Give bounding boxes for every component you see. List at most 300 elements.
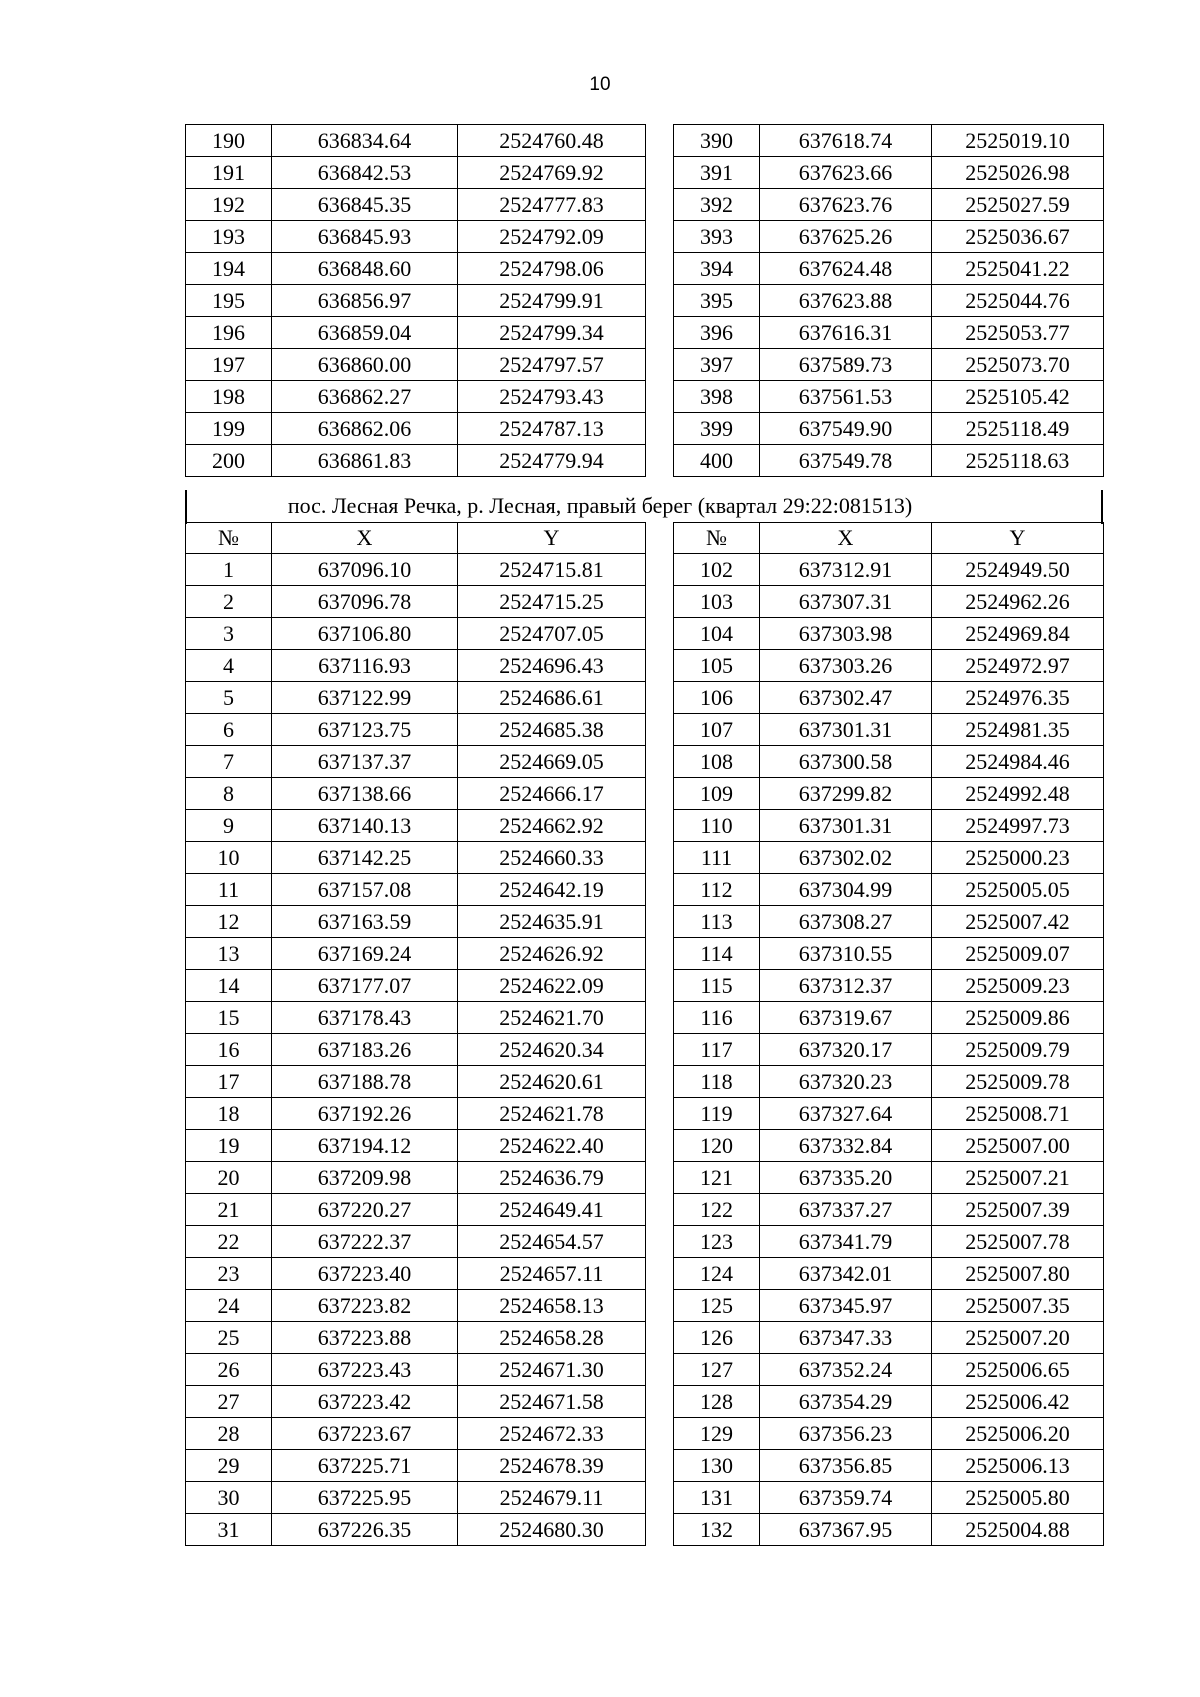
cell-num: 102 xyxy=(674,554,760,586)
table-row xyxy=(674,1354,1104,1386)
cell-x: 637319.67 xyxy=(760,1002,932,1034)
table-row xyxy=(186,1290,646,1322)
table-row xyxy=(674,253,1104,285)
cell-y: 2524658.13 xyxy=(458,1290,646,1322)
cell-x: 636845.35 xyxy=(272,189,458,221)
cell-y: 2525004.88 xyxy=(932,1514,1104,1546)
cell-num: 398 xyxy=(674,381,760,413)
table-row xyxy=(186,1226,646,1258)
cell-x: 637618.74 xyxy=(760,125,932,157)
cell-num: 25 xyxy=(186,1322,272,1354)
frame-right-border xyxy=(1101,490,1103,524)
table-row xyxy=(674,285,1104,317)
cell-y: 2525007.35 xyxy=(932,1290,1104,1322)
cell-num: 129 xyxy=(674,1418,760,1450)
cell-num: 111 xyxy=(674,842,760,874)
cell-num: 127 xyxy=(674,1354,760,1386)
table-row xyxy=(186,1418,646,1450)
cell-x: 637223.82 xyxy=(272,1290,458,1322)
cell-x: 637307.31 xyxy=(760,586,932,618)
table-row xyxy=(186,221,646,253)
cell-x: 636862.06 xyxy=(272,413,458,445)
table-row xyxy=(186,1194,646,1226)
cell-y: 2525036.67 xyxy=(932,221,1104,253)
cell-num: 103 xyxy=(674,586,760,618)
table-row xyxy=(674,778,1104,810)
cell-num: 29 xyxy=(186,1450,272,1482)
cell-num: 199 xyxy=(186,413,272,445)
cell-y: 2525006.20 xyxy=(932,1418,1104,1450)
cell-x: 637123.75 xyxy=(272,714,458,746)
cell-y: 2524666.17 xyxy=(458,778,646,810)
cell-y: 2524962.26 xyxy=(932,586,1104,618)
table-row xyxy=(186,618,646,650)
table-row xyxy=(186,285,646,317)
cell-y: 2525019.10 xyxy=(932,125,1104,157)
table-row xyxy=(186,1034,646,1066)
cell-x: 636862.27 xyxy=(272,381,458,413)
cell-num: 30 xyxy=(186,1482,272,1514)
cell-x: 637137.37 xyxy=(272,746,458,778)
table-row xyxy=(674,746,1104,778)
cell-x: 637226.35 xyxy=(272,1514,458,1546)
cell-num: 126 xyxy=(674,1322,760,1354)
table-header-row xyxy=(674,523,1104,554)
table-row xyxy=(186,1002,646,1034)
cell-x: 637345.97 xyxy=(760,1290,932,1322)
cell-x: 637312.37 xyxy=(760,970,932,1002)
cell-num: 26 xyxy=(186,1354,272,1386)
cell-x: 637341.79 xyxy=(760,1226,932,1258)
table-row xyxy=(186,125,646,157)
cell-x: 637310.55 xyxy=(760,938,932,970)
table-row xyxy=(674,874,1104,906)
cell-y: 2525009.78 xyxy=(932,1066,1104,1098)
cell-x: 637308.27 xyxy=(760,906,932,938)
cell-num: 112 xyxy=(674,874,760,906)
cell-num: 31 xyxy=(186,1514,272,1546)
cell-x: 637223.43 xyxy=(272,1354,458,1386)
cell-y: 2525000.23 xyxy=(932,842,1104,874)
cell-y: 2525009.79 xyxy=(932,1034,1104,1066)
cell-num: 15 xyxy=(186,1002,272,1034)
header-num: № xyxy=(674,523,760,554)
cell-x: 637225.71 xyxy=(272,1450,458,1482)
cell-num: 400 xyxy=(674,445,760,477)
cell-x: 637122.99 xyxy=(272,682,458,714)
cell-x: 637356.23 xyxy=(760,1418,932,1450)
cell-y: 2525007.39 xyxy=(932,1194,1104,1226)
cell-num: 28 xyxy=(186,1418,272,1450)
cell-x: 637192.26 xyxy=(272,1098,458,1130)
cell-y: 2525118.63 xyxy=(932,445,1104,477)
cell-y: 2525006.13 xyxy=(932,1450,1104,1482)
table-row xyxy=(186,810,646,842)
cell-y: 2524799.34 xyxy=(458,317,646,349)
cell-y: 2524671.30 xyxy=(458,1354,646,1386)
cell-y: 2525005.80 xyxy=(932,1482,1104,1514)
section-caption: пос. Лесная Речка, р. Лесная, правый берег (квартал 29:22:081513) xyxy=(287,493,913,518)
cell-num: 6 xyxy=(186,714,272,746)
cell-num: 128 xyxy=(674,1386,760,1418)
cell-num: 109 xyxy=(674,778,760,810)
cell-x: 636861.83 xyxy=(272,445,458,477)
cell-y: 2524981.35 xyxy=(932,714,1104,746)
cell-x: 637194.12 xyxy=(272,1130,458,1162)
cell-y: 2525105.42 xyxy=(932,381,1104,413)
table-row xyxy=(186,970,646,1002)
cell-y: 2524626.92 xyxy=(458,938,646,970)
cell-x: 637223.40 xyxy=(272,1258,458,1290)
cell-y: 2524657.11 xyxy=(458,1258,646,1290)
cell-num: 392 xyxy=(674,189,760,221)
cell-num: 194 xyxy=(186,253,272,285)
cell-x: 636860.00 xyxy=(272,349,458,381)
cell-y: 2524696.43 xyxy=(458,650,646,682)
table-row xyxy=(674,1066,1104,1098)
table-row xyxy=(186,1450,646,1482)
cell-x: 637303.98 xyxy=(760,618,932,650)
cell-y: 2524715.81 xyxy=(458,554,646,586)
cell-y: 2524707.05 xyxy=(458,618,646,650)
cell-num: 200 xyxy=(186,445,272,477)
cell-y: 2524635.91 xyxy=(458,906,646,938)
cell-x: 637302.02 xyxy=(760,842,932,874)
cell-num: 20 xyxy=(186,1162,272,1194)
coordinates-table-bottom-right xyxy=(673,522,1104,1546)
table-row xyxy=(186,1322,646,1354)
header-x: X xyxy=(760,523,932,554)
cell-x: 637303.26 xyxy=(760,650,932,682)
table-row xyxy=(186,1258,646,1290)
cell-x: 637337.27 xyxy=(760,1194,932,1226)
cell-y: 2524642.19 xyxy=(458,874,646,906)
cell-num: 4 xyxy=(186,650,272,682)
cell-x: 637178.43 xyxy=(272,1002,458,1034)
cell-x: 636845.93 xyxy=(272,221,458,253)
table-row xyxy=(186,413,646,445)
table-header-row xyxy=(186,523,646,554)
cell-y: 2524672.33 xyxy=(458,1418,646,1450)
cell-num: 120 xyxy=(674,1130,760,1162)
cell-x: 637222.37 xyxy=(272,1226,458,1258)
table-row xyxy=(186,381,646,413)
cell-num: 124 xyxy=(674,1258,760,1290)
table-row xyxy=(674,1450,1104,1482)
cell-y: 2525009.86 xyxy=(932,1002,1104,1034)
cell-x: 637299.82 xyxy=(760,778,932,810)
table-row xyxy=(674,618,1104,650)
table-row xyxy=(674,906,1104,938)
cell-num: 22 xyxy=(186,1226,272,1258)
table-row xyxy=(674,1194,1104,1226)
cell-y: 2524685.38 xyxy=(458,714,646,746)
table-row xyxy=(674,1290,1104,1322)
cell-y: 2524686.61 xyxy=(458,682,646,714)
cell-y: 2525009.07 xyxy=(932,938,1104,970)
cell-y: 2524679.11 xyxy=(458,1482,646,1514)
cell-x: 637624.48 xyxy=(760,253,932,285)
cell-x: 637096.10 xyxy=(272,554,458,586)
cell-y: 2524992.48 xyxy=(932,778,1104,810)
cell-y: 2525008.71 xyxy=(932,1098,1104,1130)
cell-num: 108 xyxy=(674,746,760,778)
table-row xyxy=(674,1386,1104,1418)
table-row xyxy=(186,157,646,189)
cell-y: 2525007.78 xyxy=(932,1226,1104,1258)
cell-x: 637589.73 xyxy=(760,349,932,381)
cell-x: 637625.26 xyxy=(760,221,932,253)
cell-y: 2524777.83 xyxy=(458,189,646,221)
table-row xyxy=(674,842,1104,874)
table-row xyxy=(186,682,646,714)
table-row xyxy=(674,1258,1104,1290)
cell-x: 637367.95 xyxy=(760,1514,932,1546)
table-row xyxy=(674,938,1104,970)
cell-y: 2524949.50 xyxy=(932,554,1104,586)
table-row xyxy=(186,1386,646,1418)
cell-num: 114 xyxy=(674,938,760,970)
cell-num: 196 xyxy=(186,317,272,349)
table-row xyxy=(674,1002,1104,1034)
cell-x: 636842.53 xyxy=(272,157,458,189)
cell-y: 2524798.06 xyxy=(458,253,646,285)
cell-x: 637140.13 xyxy=(272,810,458,842)
cell-x: 636834.64 xyxy=(272,125,458,157)
cell-x: 637209.98 xyxy=(272,1162,458,1194)
cell-num: 394 xyxy=(674,253,760,285)
cell-num: 13 xyxy=(186,938,272,970)
cell-y: 2524621.70 xyxy=(458,1002,646,1034)
cell-num: 5 xyxy=(186,682,272,714)
table-row xyxy=(186,906,646,938)
cell-y: 2524969.84 xyxy=(932,618,1104,650)
cell-x: 637332.84 xyxy=(760,1130,932,1162)
cell-x: 637106.80 xyxy=(272,618,458,650)
table-row xyxy=(674,125,1104,157)
table-row xyxy=(186,1482,646,1514)
cell-y: 2524620.34 xyxy=(458,1034,646,1066)
cell-x: 637549.90 xyxy=(760,413,932,445)
cell-x: 637623.66 xyxy=(760,157,932,189)
cell-y: 2524680.30 xyxy=(458,1514,646,1546)
cell-num: 132 xyxy=(674,1514,760,1546)
cell-num: 130 xyxy=(674,1450,760,1482)
cell-y: 2525007.80 xyxy=(932,1258,1104,1290)
cell-y: 2524976.35 xyxy=(932,682,1104,714)
cell-y: 2524715.25 xyxy=(458,586,646,618)
cell-x: 637300.58 xyxy=(760,746,932,778)
cell-y: 2525007.00 xyxy=(932,1130,1104,1162)
cell-x: 637342.01 xyxy=(760,1258,932,1290)
cell-x: 637225.95 xyxy=(272,1482,458,1514)
cell-y: 2525007.20 xyxy=(932,1322,1104,1354)
cell-num: 191 xyxy=(186,157,272,189)
cell-y: 2525006.42 xyxy=(932,1386,1104,1418)
cell-num: 390 xyxy=(674,125,760,157)
cell-num: 21 xyxy=(186,1194,272,1226)
cell-num: 7 xyxy=(186,746,272,778)
cell-num: 119 xyxy=(674,1098,760,1130)
cell-num: 14 xyxy=(186,970,272,1002)
cell-x: 637301.31 xyxy=(760,810,932,842)
cell-x: 637163.59 xyxy=(272,906,458,938)
cell-num: 395 xyxy=(674,285,760,317)
table-row xyxy=(674,1130,1104,1162)
cell-x: 637352.24 xyxy=(760,1354,932,1386)
table-row xyxy=(186,938,646,970)
cell-num: 23 xyxy=(186,1258,272,1290)
cell-y: 2524799.91 xyxy=(458,285,646,317)
table-row xyxy=(674,714,1104,746)
table-row xyxy=(186,1354,646,1386)
cell-x: 637356.85 xyxy=(760,1450,932,1482)
table-row xyxy=(674,189,1104,221)
cell-x: 637304.99 xyxy=(760,874,932,906)
cell-num: 399 xyxy=(674,413,760,445)
cell-y: 2525005.05 xyxy=(932,874,1104,906)
cell-y: 2525044.76 xyxy=(932,285,1104,317)
cell-num: 16 xyxy=(186,1034,272,1066)
cell-y: 2525027.59 xyxy=(932,189,1104,221)
cell-x: 637347.33 xyxy=(760,1322,932,1354)
table-row xyxy=(186,1162,646,1194)
cell-num: 397 xyxy=(674,349,760,381)
cell-y: 2524621.78 xyxy=(458,1098,646,1130)
cell-y: 2524972.97 xyxy=(932,650,1104,682)
table-row xyxy=(674,1226,1104,1258)
cell-num: 105 xyxy=(674,650,760,682)
cell-num: 125 xyxy=(674,1290,760,1322)
table-row xyxy=(674,970,1104,1002)
table-row xyxy=(674,682,1104,714)
table-row xyxy=(674,381,1104,413)
cell-y: 2524792.09 xyxy=(458,221,646,253)
cell-x: 636848.60 xyxy=(272,253,458,285)
table-row xyxy=(674,810,1104,842)
header-x: X xyxy=(272,523,458,554)
table-row xyxy=(674,317,1104,349)
cell-y: 2524678.39 xyxy=(458,1450,646,1482)
cell-y: 2525007.42 xyxy=(932,906,1104,938)
cell-x: 637116.93 xyxy=(272,650,458,682)
table-row xyxy=(186,317,646,349)
cell-num: 19 xyxy=(186,1130,272,1162)
table-row xyxy=(186,714,646,746)
cell-y: 2524769.92 xyxy=(458,157,646,189)
table-row xyxy=(674,445,1104,477)
cell-num: 24 xyxy=(186,1290,272,1322)
table-row xyxy=(674,157,1104,189)
cell-x: 637177.07 xyxy=(272,970,458,1002)
cell-x: 637157.08 xyxy=(272,874,458,906)
cell-y: 2524658.28 xyxy=(458,1322,646,1354)
cell-x: 637096.78 xyxy=(272,586,458,618)
cell-num: 17 xyxy=(186,1066,272,1098)
cell-y: 2525053.77 xyxy=(932,317,1104,349)
table-row xyxy=(674,1034,1104,1066)
cell-y: 2524760.48 xyxy=(458,125,646,157)
table-row xyxy=(674,221,1104,253)
cell-y: 2524662.92 xyxy=(458,810,646,842)
table-row xyxy=(674,586,1104,618)
cell-x: 637561.53 xyxy=(760,381,932,413)
table-row xyxy=(186,1098,646,1130)
cell-num: 1 xyxy=(186,554,272,586)
cell-y: 2525118.49 xyxy=(932,413,1104,445)
cell-num: 193 xyxy=(186,221,272,253)
coordinates-table-top-right xyxy=(673,124,1104,477)
table-row xyxy=(186,746,646,778)
cell-y: 2524997.73 xyxy=(932,810,1104,842)
cell-num: 11 xyxy=(186,874,272,906)
cell-num: 131 xyxy=(674,1482,760,1514)
cell-num: 3 xyxy=(186,618,272,650)
cell-y: 2524984.46 xyxy=(932,746,1104,778)
cell-num: 121 xyxy=(674,1162,760,1194)
table-row xyxy=(186,650,646,682)
cell-y: 2524671.58 xyxy=(458,1386,646,1418)
cell-x: 637320.17 xyxy=(760,1034,932,1066)
cell-y: 2524793.43 xyxy=(458,381,646,413)
cell-num: 391 xyxy=(674,157,760,189)
table-row xyxy=(674,1162,1104,1194)
cell-x: 637220.27 xyxy=(272,1194,458,1226)
cell-x: 637223.67 xyxy=(272,1418,458,1450)
table-row xyxy=(674,1418,1104,1450)
cell-num: 110 xyxy=(674,810,760,842)
cell-x: 637623.76 xyxy=(760,189,932,221)
table-row xyxy=(186,586,646,618)
cell-x: 637138.66 xyxy=(272,778,458,810)
cell-num: 192 xyxy=(186,189,272,221)
table-row xyxy=(674,554,1104,586)
coordinates-table-bottom-left xyxy=(185,522,646,1546)
cell-x: 637302.47 xyxy=(760,682,932,714)
cell-y: 2524622.40 xyxy=(458,1130,646,1162)
cell-num: 117 xyxy=(674,1034,760,1066)
cell-num: 9 xyxy=(186,810,272,842)
header-num: № xyxy=(186,523,272,554)
cell-num: 393 xyxy=(674,221,760,253)
cell-y: 2525007.21 xyxy=(932,1162,1104,1194)
table-row xyxy=(186,349,646,381)
cell-x: 637142.25 xyxy=(272,842,458,874)
cell-num: 10 xyxy=(186,842,272,874)
page-number: 10 xyxy=(589,74,611,95)
table-row xyxy=(186,1066,646,1098)
cell-num: 198 xyxy=(186,381,272,413)
table-row xyxy=(186,842,646,874)
cell-y: 2524779.94 xyxy=(458,445,646,477)
cell-num: 123 xyxy=(674,1226,760,1258)
cell-x: 637312.91 xyxy=(760,554,932,586)
cell-x: 637223.88 xyxy=(272,1322,458,1354)
cell-num: 2 xyxy=(186,586,272,618)
cell-x: 637188.78 xyxy=(272,1066,458,1098)
cell-x: 637359.74 xyxy=(760,1482,932,1514)
table-row xyxy=(674,349,1104,381)
table-row xyxy=(674,650,1104,682)
table-row xyxy=(674,1514,1104,1546)
cell-y: 2525009.23 xyxy=(932,970,1104,1002)
cell-num: 104 xyxy=(674,618,760,650)
cell-y: 2525073.70 xyxy=(932,349,1104,381)
cell-num: 118 xyxy=(674,1066,760,1098)
cell-num: 8 xyxy=(186,778,272,810)
cell-y: 2525006.65 xyxy=(932,1354,1104,1386)
cell-y: 2524649.41 xyxy=(458,1194,646,1226)
